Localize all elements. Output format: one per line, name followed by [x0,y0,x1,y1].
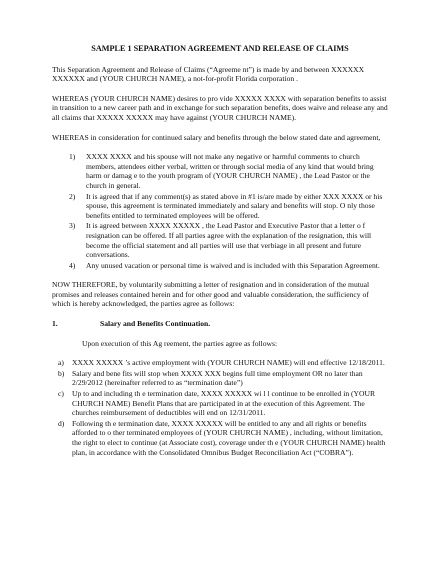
list-item [52,419,388,457]
list-item-text: It is agreed that if any comment(s) as stated above in #1 is/are made by either XXX XXXX or his spouse, this agreement is terminated immediately and salary and benefits will stop. O nly those benefits entitled to terminated employees will be offered. [86,191,383,220]
list-marker: c) [58,389,64,399]
list-item [52,369,388,388]
list-marker: d) [58,418,65,428]
list-item [52,152,388,190]
list-item-text: Following th e termination date, XXXX XXXXX will be entitled to any and all rights or benefits afforded to o ther terminated employees of (YOUR CHURCH NAME) , including, without limitation, the right to elect to continue (at Associate cost), coverage under th e (YOUR CHURCH NAME) health plan, in accordance with the Consolidated Omnibus Budget Reconciliation Act (“COBRA”). [72,418,386,457]
list-item-text: Up to and including th e termination date, XXXX XXXXX wi l l continue to be enrolled in (YOUR CHURCH NAME) Benefit Plans that are participated in at the execution of this Agreement. The churches reimbursement of deductibles will end on 12/31/2011. [72,389,376,418]
list-item [52,221,388,259]
list-item-text: Salary and bene fits will stop when XXXX XXX begins full time employment OR no later than 2/29/2012 (hereinafter referred to as “termination date”) [72,368,363,388]
list-item-text: XXXX XXXXX ’s active employment with (YOUR CHURCH NAME) will end effective 12/18/2011. [72,358,385,368]
list-item-text: XXXX XXXX and his spouse will not make any negative or harmful comments to church members, attendees either verbal, written or through social media of any kind that would bring harm or damag e to the youth program of (YOUR CHURCH NAME) , the Lead Pastor or the church in general. [86,152,374,190]
section-number: 1. [52,319,58,329]
list-marker: 4) [69,260,76,270]
list-item [52,358,388,368]
section-intro: Upon execution of this Ag reement, the parties agree as follows: [82,338,278,348]
whereas-paragraph-2: WHEREAS in consideration for continued salary and benefits through the below stated date and agreement, [52,132,381,142]
list-marker: 2) [69,191,76,201]
list-marker: 3) [69,221,76,231]
section-title: Salary and Benefits Continuation. [100,319,211,329]
list-marker: a) [58,358,64,368]
document-title: SAMPLE 1 SEPARATION AGREEMENT AND RELEASE OF CLAIMS [91,44,349,53]
list-item-text: It is agreed between XXXX XXXXX , the Lead Pastor and Executive Pastor that a letter o f resignation can be offered. If all parties agree with the explanation of the resignation, this will become the official statement and all parties will use that verbiage in all present and future conversations. [86,221,372,260]
list-marker: b) [58,368,65,378]
whereas-paragraph-1: WHEREAS (YOUR CHURCH NAME) desires to pro vide XXXXX XXXX with separation benefits to assist in transition to a new career path and in exchange for such separation benefits, does waive and release any and all claims that XXXXX XXXXX may have against (YOUR CHURCH NAME). [52,93,388,122]
list-item [52,192,388,221]
intro-paragraph: This Separation Agreement and Release of Claims (“Agreeme nt”) is made by and between XXXXXX XXXXXX and (YOUR CHURCH NAME), a not-for-profit Florida corporation . [52,64,365,84]
now-therefore-paragraph: NOW THEREFORE, by voluntarily submitting a letter of resignation and in consideration of the mutual promises and releases contained herein and for other good and valuable consideration, the sufficiency of which is hereby acknowledged, the parties agree as follows: [52,280,370,309]
list-item-text: Any unused vacation or personal time is waived and is included with this Separation Agreement. [86,260,380,270]
section-heading [52,319,388,329]
numbered-list [52,152,388,270]
lettered-list [52,358,388,457]
list-item [52,261,388,271]
list-marker: 1) [69,152,76,162]
list-item [52,389,388,418]
